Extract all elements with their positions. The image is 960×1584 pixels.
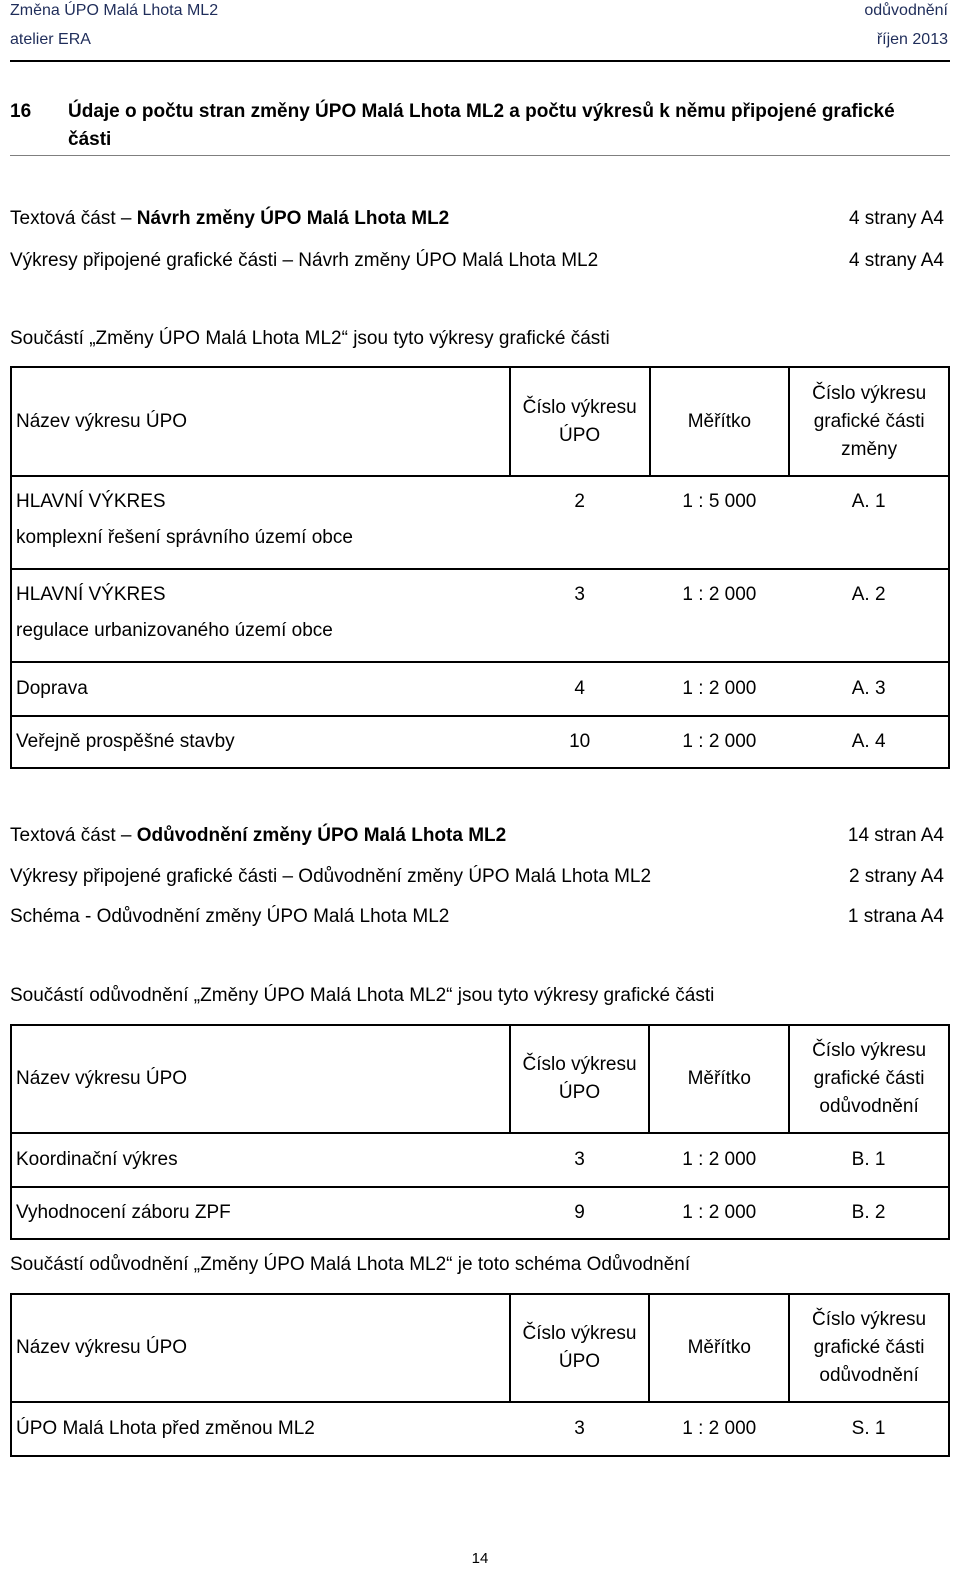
row-code: A. 4 <box>789 716 949 768</box>
row-name: Doprava <box>11 662 510 716</box>
col-header-graphic <box>789 1025 949 1133</box>
table-header-row <box>11 367 949 476</box>
row-number: 9 <box>510 1187 650 1239</box>
col-header-number <box>510 1025 650 1133</box>
drawings-table-navrh <box>10 366 950 769</box>
table-row <box>11 1402 949 1456</box>
row-code: A. 3 <box>789 662 949 716</box>
row-name: Vyhodnocení záboru ZPF <box>11 1187 510 1239</box>
col-header-graphic-l1: Číslo výkresu <box>812 382 927 404</box>
row-name-main: HLAVNÍ VÝKRES <box>16 491 166 512</box>
oduvodneni-intro: Součástí odůvodnění „Změny ÚPO Malá Lhota ML2“ jsou tyto výkresy grafické části <box>10 985 715 1006</box>
row-number: 3 <box>510 1133 650 1187</box>
row-code: S. 1 <box>789 1402 949 1456</box>
col-header-number-l2: ÚPO <box>559 424 601 446</box>
row-name-sub: komplexní řešení správního území obce <box>16 527 353 548</box>
col-header-number-l2: ÚPO <box>558 1351 601 1372</box>
drawings-table-oduvodneni <box>10 1024 950 1240</box>
section-rule <box>10 155 950 156</box>
row-name: Koordinační výkres <box>11 1133 510 1187</box>
oduvodneni-schema-pages: 1 strana A4 <box>847 906 944 927</box>
table-row <box>11 716 949 768</box>
navrh-text-title: Návrh změny ÚPO Malá Lhota ML2 <box>136 208 450 229</box>
col-header-number-l1: Číslo výkresu <box>522 1054 637 1075</box>
col-header-name: Název výkresu ÚPO <box>11 1025 510 1133</box>
navrh-drawings-line: Výkresy připojené grafické části – Návrh změny ÚPO Malá Lhota ML2 <box>10 250 599 271</box>
navrh-text-prefix: Textová část – <box>10 208 137 229</box>
row-name <box>11 569 510 662</box>
oduvodneni-text-prefix: Textová část – <box>10 825 137 846</box>
navrh-intro: Součástí „Změny ÚPO Malá Lhota ML2“ jsou tyto výkresy grafické části <box>10 328 610 349</box>
row-number: 10 <box>510 716 650 768</box>
row-name: ÚPO Malá Lhota před změnou ML2 <box>11 1402 510 1456</box>
row-scale: 1 : 5 000 <box>650 476 790 569</box>
doc-title: Změna ÚPO Malá Lhota ML2 <box>10 2 219 19</box>
col-header-graphic-l2: grafické části <box>813 410 925 432</box>
col-header-number <box>510 367 650 476</box>
navrh-text-line <box>10 208 449 230</box>
page-number: 14 <box>471 1550 489 1567</box>
header-rule <box>10 60 950 62</box>
col-header-graphic-l3: odůvodnění <box>819 1365 919 1386</box>
drawings-table-schema <box>10 1293 950 1457</box>
row-name-main: HLAVNÍ VÝKRES <box>16 584 166 605</box>
table-row <box>11 1187 949 1239</box>
table-header-row <box>11 1294 949 1402</box>
row-scale: 1 : 2 000 <box>649 1133 789 1187</box>
row-code: A. 2 <box>789 569 949 662</box>
row-name: Veřejně prospěšné stavby <box>11 716 510 768</box>
row-number: 4 <box>510 662 650 716</box>
col-header-graphic <box>789 367 949 476</box>
col-header-scale: Měřítko <box>650 367 790 476</box>
col-header-number-l1: Číslo výkresu <box>522 396 637 418</box>
navrh-drawings-pages: 4 strany A4 <box>848 250 944 271</box>
table-row <box>11 476 949 569</box>
col-header-graphic-l3: odůvodnění <box>819 1096 919 1117</box>
row-scale: 1 : 2 000 <box>650 662 790 716</box>
oduvodneni-text-pages: 14 stran A4 <box>847 825 944 846</box>
col-header-number-l1: Číslo výkresu <box>522 1323 637 1344</box>
navrh-text-pages: 4 strany A4 <box>848 208 944 229</box>
oduvodneni-drawings-line: Výkresy připojené grafické části – Odůvodnění změny ÚPO Malá Lhota ML2 <box>10 866 652 887</box>
col-header-scale: Měřítko <box>649 1294 789 1402</box>
oduvodneni-text-line <box>10 825 506 847</box>
section-number: 16 <box>10 101 32 122</box>
row-scale: 1 : 2 000 <box>649 1187 789 1239</box>
col-header-graphic-l3: změny <box>841 438 898 460</box>
table-row <box>11 569 949 662</box>
col-header-graphic-l1: Číslo výkresu <box>812 1040 927 1061</box>
row-number: 2 <box>510 476 650 569</box>
schema-intro: Součástí odůvodnění „Změny ÚPO Malá Lhota ML2“ je toto schéma Odůvodnění <box>10 1254 691 1275</box>
table-row <box>11 662 949 716</box>
row-scale: 1 : 2 000 <box>650 716 790 768</box>
row-code: B. 1 <box>789 1133 949 1187</box>
section-title-line2: části <box>68 129 112 150</box>
doc-date: říjen 2013 <box>876 31 948 48</box>
row-name <box>11 476 510 569</box>
oduvodneni-schema-line: Schéma - Odůvodnění změny ÚPO Malá Lhota ML2 <box>10 906 450 927</box>
doc-author: atelier ERA <box>10 31 91 48</box>
doc-section: odůvodnění <box>864 2 948 19</box>
row-code: B. 2 <box>789 1187 949 1239</box>
col-header-graphic <box>789 1294 949 1402</box>
row-scale: 1 : 2 000 <box>649 1402 789 1456</box>
table-header-row <box>11 1025 949 1133</box>
row-name-sub: regulace urbanizovaného území obce <box>16 620 333 641</box>
col-header-scale: Měřítko <box>649 1025 789 1133</box>
row-number: 3 <box>510 569 650 662</box>
oduvodneni-drawings-pages: 2 strany A4 <box>848 866 944 887</box>
oduvodneni-text-title: Odůvodnění změny ÚPO Malá Lhota ML2 <box>136 825 507 846</box>
col-header-name: Název výkresu ÚPO <box>11 367 510 476</box>
row-number: 3 <box>510 1402 650 1456</box>
table-row <box>11 1133 949 1187</box>
section-title-line1: Údaje o počtu stran změny ÚPO Malá Lhota ML2 a počtu výkresů k němu připojené grafické <box>68 101 895 122</box>
col-header-graphic-l1: Číslo výkresu <box>812 1309 927 1330</box>
col-header-name: Název výkresu ÚPO <box>11 1294 510 1402</box>
col-header-graphic-l2: grafické části <box>813 1337 925 1358</box>
row-scale: 1 : 2 000 <box>650 569 790 662</box>
row-code: A. 1 <box>789 476 949 569</box>
col-header-number-l2: ÚPO <box>558 1082 601 1103</box>
col-header-number <box>510 1294 650 1402</box>
col-header-graphic-l2: grafické části <box>813 1068 925 1089</box>
